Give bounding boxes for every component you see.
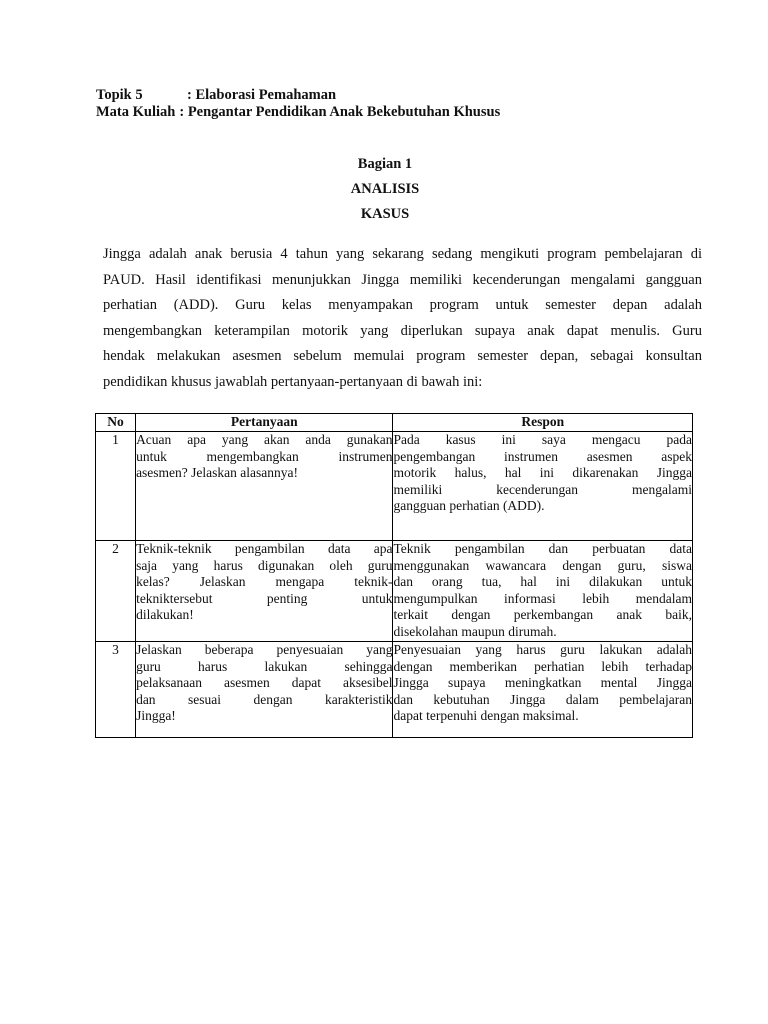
course-row xyxy=(96,104,500,121)
question-cell xyxy=(136,642,393,738)
paragraph-line: perhatian (ADD). Guru kelas menyampakan program untuk semester depan adalah xyxy=(103,297,702,313)
header-no: No xyxy=(96,414,136,432)
response-line: dengan memberikan perhatian lebih terhadap xyxy=(393,658,692,674)
question-cell xyxy=(136,432,393,541)
response-line: pengembangan instrumen asesmen aspek xyxy=(393,448,692,464)
question-line: Jelaskan beberapa penyesuaian yang xyxy=(136,642,393,657)
header-response: Respon xyxy=(393,414,693,432)
paragraph-line: PAUD. Hasil identifikasi menunjukkan Jingga memiliki kecenderungan mengalami gangguan xyxy=(103,271,702,288)
question-line: asesmen? Jelaskan alasannya! xyxy=(136,465,298,480)
response-line: menggunakan wawancara dengan guru, siswa xyxy=(393,557,692,573)
topic-value: : Elaborasi Pemahaman xyxy=(187,87,337,103)
table-row xyxy=(96,541,693,642)
section-heading-analysis: ANALISIS xyxy=(350,181,420,197)
question-line: saja yang harus digunakan oleh guru xyxy=(136,557,393,573)
question-line: dan sesuai dengan karakteristik xyxy=(136,691,393,707)
header-question: Pertanyaan xyxy=(136,414,393,432)
case-description xyxy=(103,242,702,395)
response-line: motorik halus, hal ini dikarenakan Jingga xyxy=(393,465,692,480)
paragraph-line: Jingga adalah anak berusia 4 tahun yang sekarang sedang mengikuti program pembelajaran di xyxy=(103,246,702,262)
row-number: 2 xyxy=(96,541,136,642)
response-line: mengumpulkan informasi lebih mendalam xyxy=(393,590,692,606)
course-label: Mata Kuliah xyxy=(96,104,176,120)
table-row xyxy=(96,432,693,541)
topic-label: Topik 5 xyxy=(96,87,143,103)
section-title xyxy=(0,152,768,227)
section-heading-case: KASUS xyxy=(360,206,410,222)
table-header-row xyxy=(96,414,693,432)
table-row xyxy=(96,642,693,738)
question-line: dilakukan! xyxy=(136,607,194,622)
response-line: gangguan perhatian (ADD). xyxy=(393,498,545,513)
response-line: Jingga supaya meningkatkan mental Jingga xyxy=(393,675,692,690)
question-line: pelaksanaan asesmen dapat aksesibel xyxy=(136,675,393,690)
response-line: Teknik pengambilan dan perbuatan data xyxy=(393,541,692,556)
response-line: terkait dengan perkembangan anak baik, xyxy=(393,607,692,622)
question-cell xyxy=(136,541,393,642)
paragraph-line: pendidikan khusus jawablah pertanyaan-pertanyaan di bawah ini: xyxy=(103,373,483,390)
question-line: guru harus lakukan sehingga xyxy=(136,658,393,674)
paragraph-line: hendak melakukan asesmen sebelum memulai program semester depan, sebagai konsultan xyxy=(103,348,702,364)
question-line: Teknik-teknik pengambilan data apa xyxy=(136,541,393,556)
section-part: Bagian 1 xyxy=(357,156,413,172)
response-line: Penyesuaian yang harus guru lakukan adalah xyxy=(393,642,692,657)
question-line: untuk mengembangkan instrumen xyxy=(136,448,393,464)
question-line: Acuan apa yang akan anda gunakan xyxy=(136,432,393,447)
paragraph-line: mengembangkan keterampilan motorik yang diperlukan supaya anak dapat menulis. Guru xyxy=(103,322,702,339)
response-line: disekolahan maupun dirumah. xyxy=(393,623,557,639)
question-line: Jingga! xyxy=(136,708,176,723)
response-cell xyxy=(393,432,693,541)
document-header xyxy=(96,87,500,121)
topic-row xyxy=(96,87,500,104)
qa-table xyxy=(95,413,693,738)
response-cell xyxy=(393,541,693,642)
question-line: kelas? Jelaskan mengapa teknik- xyxy=(136,574,393,589)
question-line: tekniktersebut penting untuk xyxy=(136,590,393,606)
row-number: 1 xyxy=(96,432,136,541)
response-line: memiliki kecenderungan mengalami xyxy=(393,481,692,497)
response-cell xyxy=(393,642,693,738)
response-line: dan orang tua, hal ini dilakukan untuk xyxy=(393,574,692,589)
response-line: Pada kasus ini saya mengacu pada xyxy=(393,432,692,447)
course-value: : Pengantar Pendidikan Anak Bekebutuhan Khusus xyxy=(179,104,501,120)
row-number: 3 xyxy=(96,642,136,738)
response-line: dan kebutuhan Jingga dalam pembelajaran xyxy=(393,691,692,707)
response-line: dapat terpenuhi dengan maksimal. xyxy=(393,708,579,723)
